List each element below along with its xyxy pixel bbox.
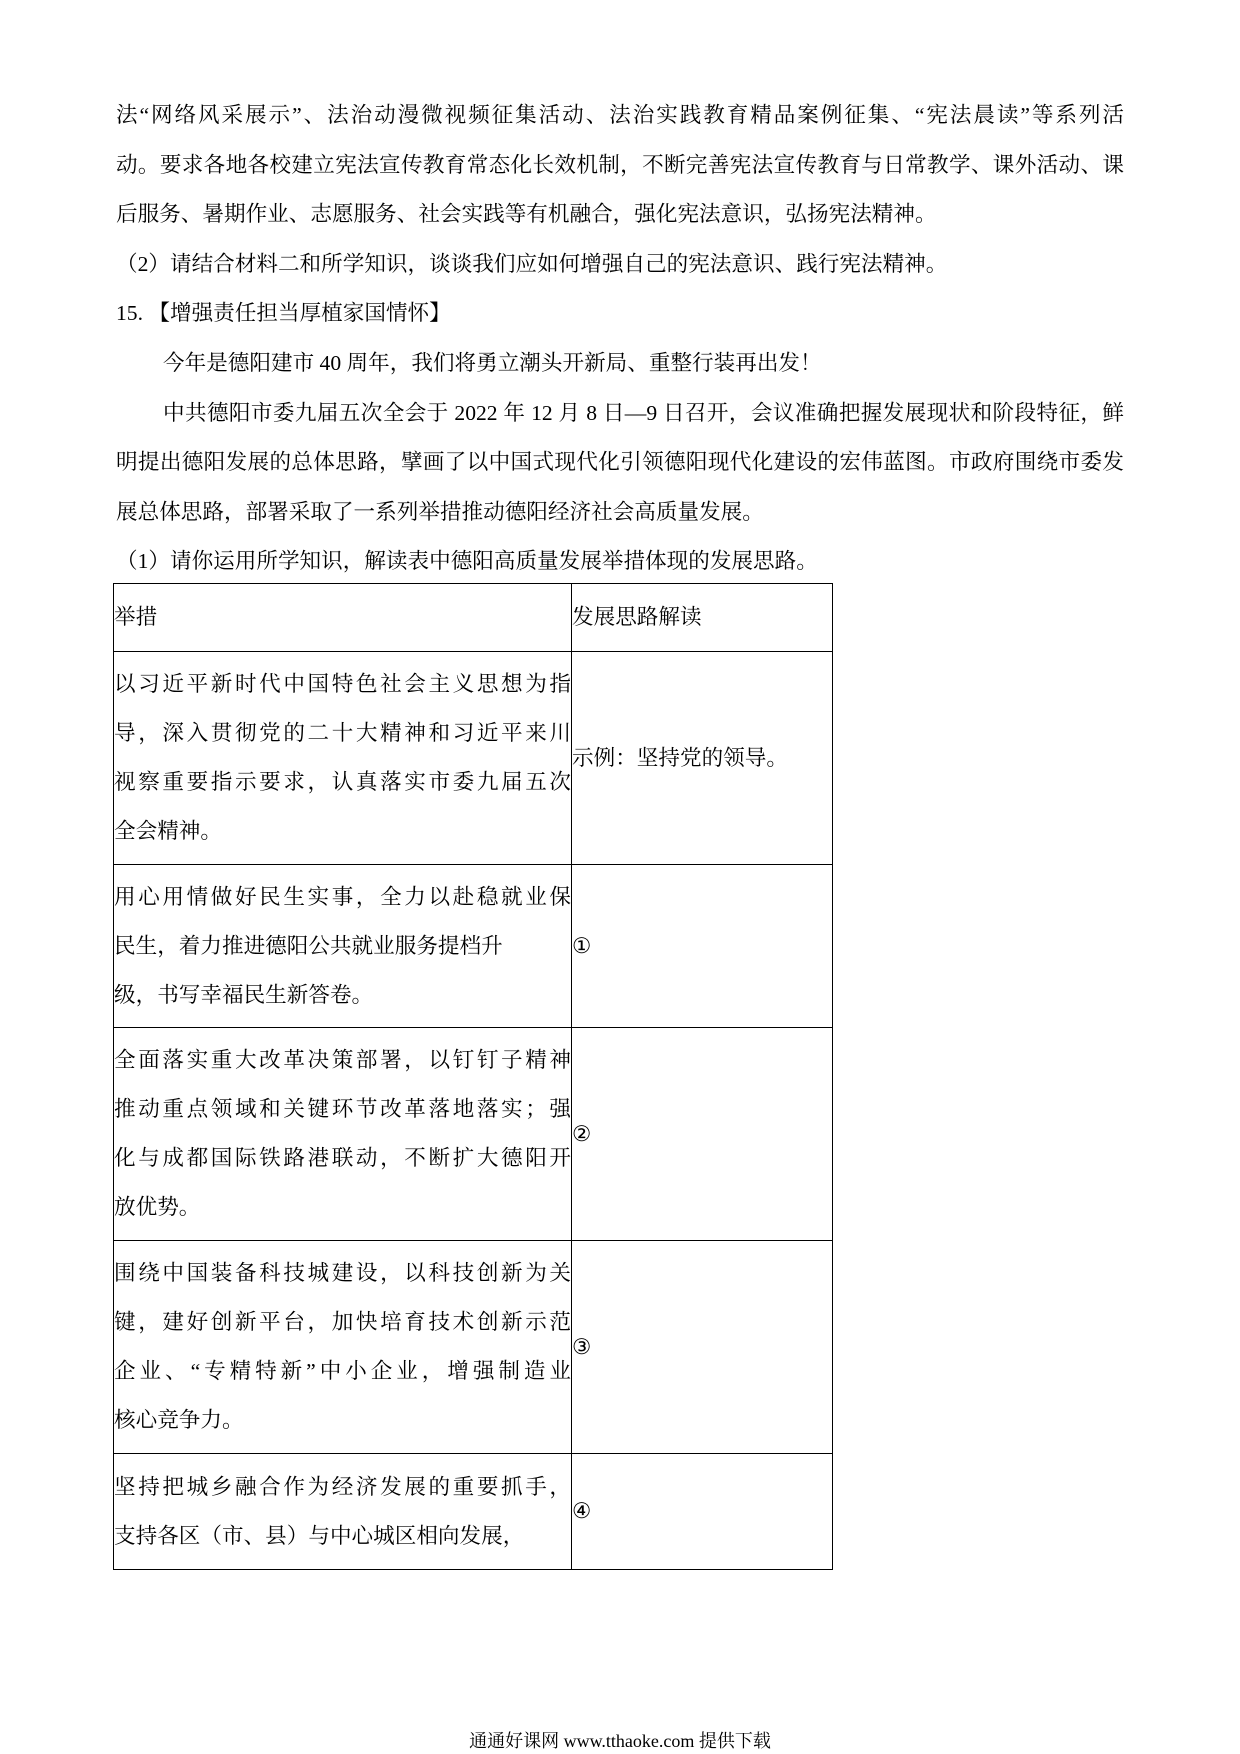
question-15-intro: 今年是德阳建市 40 周年，我们将勇立潮头开新局、重整行装再出发！ [163, 350, 822, 375]
cell-line: 全面落实重大改革决策部署，以钉钉子精神 [114, 1048, 571, 1072]
question-15-part-1: （1）请你运用所学知识，解读表中德阳高质量发展举措体现的发展思路。 [116, 549, 818, 574]
material-2-continued [116, 91, 1124, 240]
text-line: 后服务、暑期作业、志愿服务、社会实践等有机融合，强化宪法意识，弘扬宪法精神。 [116, 202, 937, 227]
cell-line: 化与成都国际铁路港联动，不断扩大德阳开 [114, 1146, 571, 1170]
cell-line: 以习近平新时代中国特色社会主义思想为指 [114, 672, 571, 696]
table-row [114, 652, 833, 865]
question-number: 15. [116, 301, 143, 326]
interpretation-cell [572, 1241, 833, 1454]
footer-site-name: 通通好课网 [469, 1731, 560, 1751]
table-header-row [114, 584, 833, 652]
text-line: 展总体思路，部署采取了一系列举措推动德阳经济社会高质量发展。 [116, 499, 764, 524]
answer-blank-2: ② [572, 1121, 592, 1146]
cell-line: 视察重要指示要求，认真落实市委九届五次 [114, 770, 571, 794]
measures-table [113, 583, 833, 1570]
answer-blank-4: ④ [572, 1499, 592, 1523]
measures-table-wrapper [113, 583, 835, 1570]
cell-line: 坚持把城乡融合作为经济发展的重要抓手， [114, 1474, 571, 1499]
cell-line: 核心竞争力。 [114, 1408, 244, 1432]
cell-line: 推动重点领域和关键环节改革落地落实；强 [114, 1097, 571, 1121]
cell-line: 导，深入贯彻党的二十大精神和习近平来川 [114, 721, 571, 745]
interpretation-cell [572, 865, 833, 1028]
cell-line: 键，建好创新平台，加快培育技术创新示范 [114, 1310, 571, 1334]
answer-blank-3: ③ [572, 1334, 592, 1359]
header-interpretation [572, 584, 833, 652]
measure-cell [114, 865, 572, 1028]
question-15-heading [116, 289, 1124, 339]
cell-line: 支持各区（市、县）与中心城区相向发展， [114, 1523, 525, 1548]
measure-cell [114, 1241, 572, 1454]
interpretation-cell [572, 1028, 833, 1241]
table-row [114, 1454, 833, 1570]
question-14-part-2: （2）请结合材料二和所学知识，谈谈我们应如何增强自己的宪法意识、践行宪法精神。 [116, 251, 948, 276]
table-row [114, 865, 833, 1028]
text-line: 法“网络风采展示”、法治动漫微视频征集活动、法治实践教育精品案例征集、“宪法晨读”等系列活 [116, 103, 1124, 127]
question-15-material [116, 389, 1124, 538]
cell-line: 放优势。 [114, 1195, 201, 1219]
table-body [114, 584, 833, 1570]
footer-url: www.tthaoke.com [563, 1731, 695, 1751]
table-row [114, 1028, 833, 1241]
text-line: 明提出德阳发展的总体思路，擘画了以中国式现代化引领德阳现代化建设的宏伟蓝图。市政府围绕市委发 [116, 450, 1124, 475]
cell-line: 民生，着力推进德阳公共就业服务提档升 [114, 933, 503, 958]
answer-blank-1: ① [572, 933, 592, 958]
footer-suffix: 提供下载 [698, 1731, 771, 1751]
document-body [116, 91, 1124, 587]
text-line: 中共德阳市委九届五次全会于 2022 年 12 月 8 日—9 日召开，会议准确把握发展现状和阶段特征，鲜 [163, 400, 1124, 425]
header-label: 发展思路解读 [572, 605, 702, 629]
header-label: 举措 [114, 605, 158, 629]
question-title: 【增强责任担当厚植家国情怀】 [148, 301, 451, 326]
cell-line: 示例：坚持党的领导。 [572, 745, 788, 770]
interpretation-cell [572, 652, 833, 865]
table-row [114, 1241, 833, 1454]
cell-line: 全会精神。 [114, 819, 222, 843]
interpretation-cell [572, 1454, 833, 1570]
cell-line: 企业、“专精特新”中小企业，增强制造业 [114, 1359, 571, 1383]
cell-line: 级，书写幸福民生新答卷。 [114, 982, 374, 1007]
cell-line: 围绕中国装备科技城建设，以科技创新为关 [114, 1261, 571, 1285]
cell-line: 用心用情做好民生实事，全力以赴稳就业保 [114, 884, 571, 909]
header-measures [114, 584, 572, 652]
page-footer [0, 1731, 1240, 1751]
measure-cell [114, 652, 572, 865]
text-line: 动。要求各地各校建立宪法宣传教育常态化长效机制，不断完善宪法宣传教育与日常教学、课外活动、课 [116, 152, 1124, 177]
measure-cell [114, 1454, 572, 1570]
measure-cell [114, 1028, 572, 1241]
